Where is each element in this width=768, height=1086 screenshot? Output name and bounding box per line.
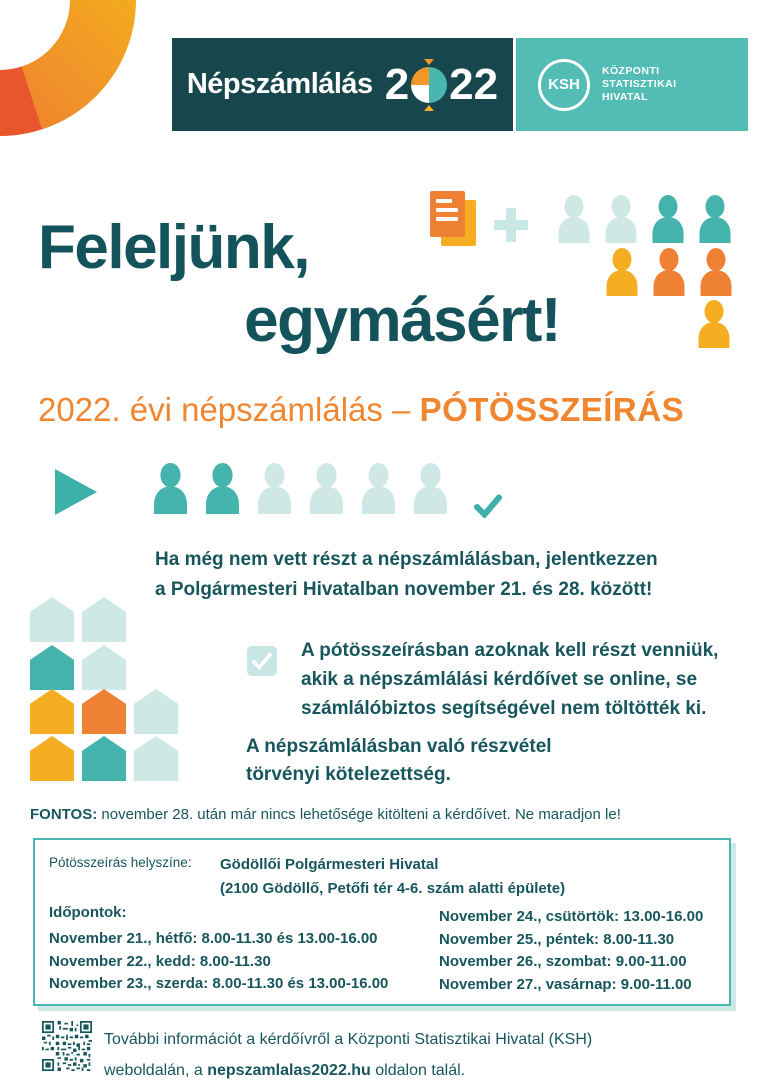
location-name: Gödöllői Polgármesteri Hivatal (220, 856, 439, 873)
person-icon (355, 463, 402, 514)
times-list-left (49, 928, 388, 996)
hero-people-row-3 (692, 300, 736, 348)
list-item: November 21., hétfő: 8.00-11.30 és 13.00-16.00 (49, 930, 378, 947)
house-icon (30, 689, 74, 734)
legal-obligation-text: A népszámlálásban való részvétel törvényi kötelezettség. (246, 736, 552, 785)
footer-line-1: További információt a kérdőívről a Központi Statisztikai Hivatal (KSH) (104, 1031, 593, 1048)
subtitle (38, 391, 684, 429)
year-digits: 22 (449, 59, 499, 109)
person-icon (251, 463, 298, 514)
census-logo-panel (172, 38, 513, 131)
houses-illustration (30, 597, 210, 783)
person-icon (199, 463, 246, 514)
supplementary-census-rule-text: A pótösszeírásban azoknak kell részt venniük, akik a népszámlálási kérdőívet se online, se számlálóbiztos segítségével nem töltötték ki. (301, 640, 719, 719)
census-website-url: nepszamlalas2022.hu (207, 1062, 371, 1079)
location-label: Pótösszeírás helyszíne: (49, 855, 192, 870)
footer-line-2: weboldalán, a nepszamlalas2022.hu oldalon talál. (104, 1062, 466, 1079)
house-icon (82, 597, 126, 642)
list-item: November 27., vasárnap: 9.00-11.00 (439, 975, 692, 993)
corner-arc-decoration (0, 0, 140, 160)
person-icon (303, 463, 350, 514)
year-digit: 2 (384, 59, 410, 109)
ksh-office-name: KÖZPONTI STATISZTIKAI HIVATAL (602, 65, 677, 103)
person-icon (599, 195, 643, 243)
person-icon (147, 463, 194, 514)
hero-people-row-1 (552, 195, 737, 243)
house-icon (30, 736, 74, 781)
checkbox-icon (247, 646, 277, 676)
times-label: Időpontok: (49, 904, 127, 921)
census-year (385, 60, 498, 110)
checkmark-icon (474, 494, 502, 518)
ksh-logo-icon (538, 59, 590, 111)
list-item: November 23., szerda: 8.00-11.30 és 13.00-16.00 (49, 975, 389, 992)
play-arrow-icon (55, 469, 97, 515)
list-item: November 24., csütörtök: 13.00-16.00 (439, 908, 704, 925)
list-item: November 25., péntek: 8.00-11.30 (439, 930, 675, 948)
title-line-1: Feleljünk, (38, 213, 309, 282)
person-icon (600, 248, 644, 296)
footer-info-text (104, 1024, 592, 1086)
location-address: (2100 Gödöllő, Petőfi tér 4-6. szám alatti épülete) (220, 880, 566, 897)
house-icon (82, 689, 126, 734)
census-brand-label: Népszámlálás (186, 68, 373, 100)
ksh-acronym: KSH (548, 76, 580, 93)
times-list-right (439, 906, 703, 996)
house-icon (30, 597, 74, 642)
callout-text: Ha még nem vett részt a népszámlálásban, jelentkezzen a Polgármesteri Hivatalban november 21. és 28. között! (155, 549, 658, 600)
house-icon (134, 689, 178, 734)
person-icon (693, 195, 737, 243)
person-icon (646, 195, 690, 243)
pie-chart-zero-icon (411, 67, 447, 103)
ksh-logo-panel (516, 38, 748, 131)
person-icon (407, 463, 454, 514)
house-icon (134, 736, 178, 781)
important-note: FONTOS: november 28. után már nincs lehetősége kitölteni a kérdőívet. Ne maradjon le! (30, 806, 621, 823)
list-item: November 22., kedd: 8.00-11.30 (49, 952, 271, 970)
house-icon (82, 645, 126, 690)
schedule-info-box (33, 838, 731, 1006)
house-icon (82, 736, 126, 781)
house-icon (30, 645, 74, 690)
subtitle-regular: 2022. évi népszámlálás – (38, 391, 420, 428)
mid-people-row (147, 463, 454, 514)
person-icon (694, 248, 738, 296)
important-label: FONTOS: (30, 806, 98, 823)
location-details (220, 853, 565, 901)
list-item: November 26., szombat: 9.00-11.00 (439, 953, 687, 970)
person-icon (692, 300, 736, 348)
page-title (38, 211, 560, 357)
hero-people-row-2 (600, 248, 738, 296)
person-icon (647, 248, 691, 296)
title-line-2: egymásért! (244, 286, 560, 355)
subtitle-bold: PÓTÖSSZEÍRÁS (419, 391, 685, 428)
qr-code-icon (42, 1021, 92, 1071)
